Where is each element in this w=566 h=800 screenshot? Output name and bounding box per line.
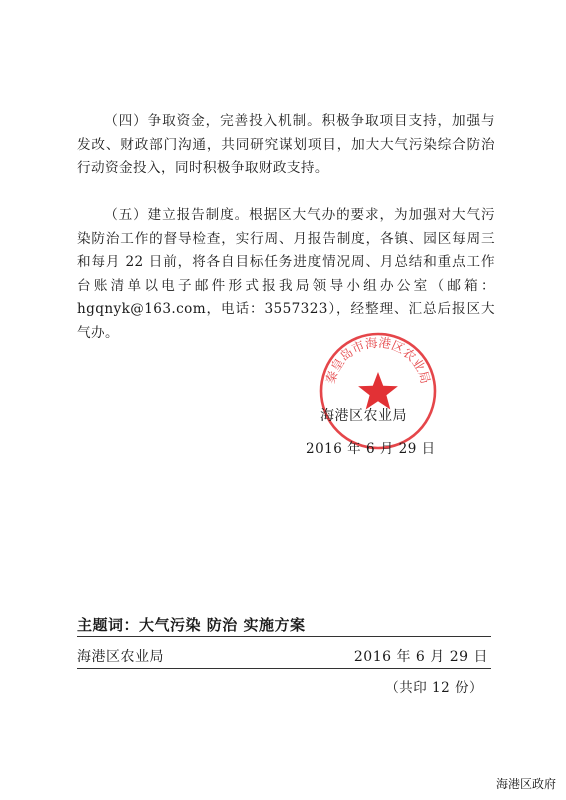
copies-count: （共印 12 份） [385, 680, 483, 696]
paragraph-funding: （四）争取资金，完善投入机制。积极争取项目支持，加强与发改、财政部门沟通，共同研究谋划项目，加大大气污染综合防治行动资金投入，同时积极争取财政支持。 [77, 113, 495, 177]
signature-org: 海港区农业局 [320, 408, 407, 424]
subject-keywords: 主题词：大气污染 防治 实施方案 [77, 616, 306, 634]
official-seal [317, 330, 439, 452]
source-watermark: 海港区政府 [495, 777, 556, 791]
footer-date: 2016 年 6 月 29 日 [353, 649, 488, 665]
seal-text: 秦皇岛市海港区农业局 [322, 334, 434, 386]
seal-star-icon [358, 372, 398, 410]
signature-date: 2016 年 6 月 29 日 [306, 441, 436, 457]
paragraph-reporting: （五）建立报告制度。根据区大气办的要求，为加强对大气污染防治工作的督导检查，实行周、月报告制度，各镇、园区每周三和每月 22 日前，将各自目标任务进度情况周、月总结和重点工作台账清单以电子邮件形式报我局领导小组办公室（邮箱：hgqnyk@163.com，电话：3557323），经整理、汇总后报区大气办。 [77, 207, 495, 341]
footer-org: 海港区农业局 [77, 649, 164, 665]
divider-bottom [77, 668, 491, 669]
divider-top [77, 636, 491, 637]
